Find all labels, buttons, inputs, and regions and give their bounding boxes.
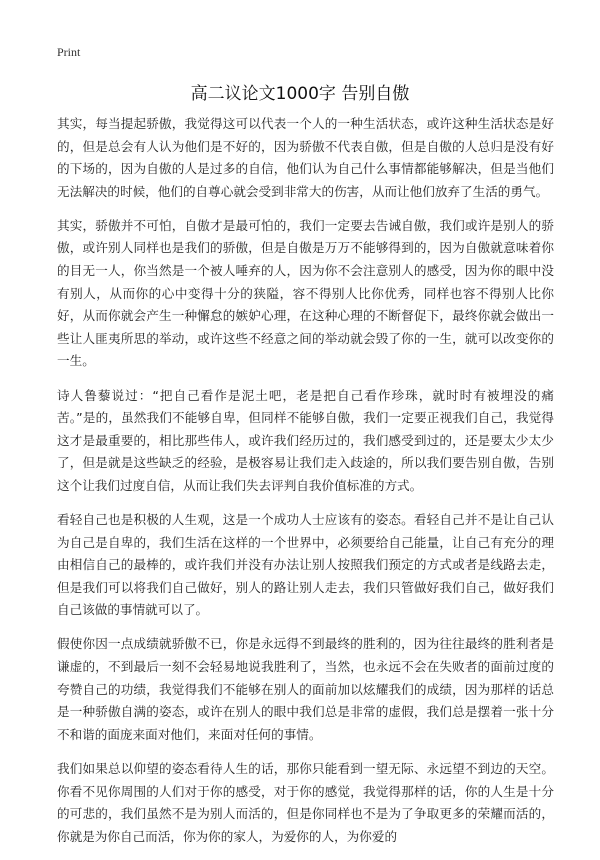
paragraph-6: 我们如果总以仰望的姿态看待人生的话，那你只能看到一望无际、永远望不到边的天空。你看不见你周围的人们对于你的感受，对于你的感觉，我觉得那样的话，你的人生是十分的可悲的，我们虽然不是为别人而活的，但是你同样也不是为了争取更多的荣耀而活的，你就是为你自己而活，你为你的家人，为爱你的人，为你爱的	[57, 760, 554, 844]
print-link[interactable]: Print	[57, 45, 81, 59]
article-title: 高二议论文1000字 告别自傲	[190, 84, 410, 104]
paragraph-3: 诗人鲁藜说过：“把自己看作是泥土吧，老是把自己看作珍珠，就时时有被埋没的痛苦。”是的，虽然我们不能够自卑，但同样不能够自傲，我们一定要正视我们自己，我觉得这才是最重要的，相比那些伟人，或许我们经历过的，我们感受到过的，还是要太少太少了，但是就是这些缺乏的经验，是极容易让我们走入歧途的，所以我们要告别自傲，告别这个让我们过度自信，从而让我们失去评判自我价值标准的方式。	[57, 387, 554, 493]
article-body	[57, 113, 554, 860]
paragraph-1: 其实，每当提起骄傲，我觉得这可以代表一个人的一种生活状态，或许这种生活状态是好的，但是总会有人认为他们是不好的，因为骄傲不代表自傲，但是自傲的人总归是没有好的下场的，因为自傲的人是过多的自信，他们认为自己什么事情都能够解决，但是当他们无法解决的时候，他们的自尊心就会受到非常大的伤害，从而让他们放弃了生活的勇气。	[57, 116, 554, 199]
paragraph-5: 假使你因一点成绩就骄傲不已，你是永远得不到最终的胜利的，因为往往最终的胜利者是谦虚的，不到最后一刻不会轻易地说我胜利了，当然，也永远不会在失败者的面前过度的夸赞自己的功绩，我觉得我们不能够在别人的面前加以炫耀我们的成绩，因为那样的话总是一种骄傲自满的姿态，或许在别人的眼中我们总是非常的虚假，我们总是摆着一张十分不和谐的面庞来面对他们，来面对任何的事情。	[57, 636, 554, 742]
paragraph-4: 看轻自己也是积极的人生观，这是一个成功人士应该有的姿态。看轻自己并不是让自己认为自己是自卑的，我们生活在这样的一个世界中，必须要给自己能量，让自己有充分的理由相信自己的最棒的，或许我们并没有办法让别人按照我们预定的方式或者是线路去走，但是我们可以将我们自己做好，别人的路让别人走去，我们只管做好我们自己，做好我们自己该做的事情就可以了。	[57, 512, 554, 618]
paragraph-2: 其实，骄傲并不可怕，自傲才是最可怕的，我们一定要去告诫自傲，我们或许是别人的骄傲，或许别人同样也是我们的骄傲，但是自傲是万万不能够得到的，因为自傲就意味着你的目无一人，你当然是一个被人唾弃的人，因为你不会注意别人的感受，因为你的眼中没有别人，从而你的心中变得十分的狭隘，容不得别人比你优秀，同样也容不得别人比你好，从而你就会产生一种懈怠的嫉妒心理，在这种心理的不断督促下，最终你就会做出一些让人匪夷所思的举动，或许这些不经意之间的举动就会毁了你的一生，就可以改变你的一生。	[57, 217, 554, 369]
